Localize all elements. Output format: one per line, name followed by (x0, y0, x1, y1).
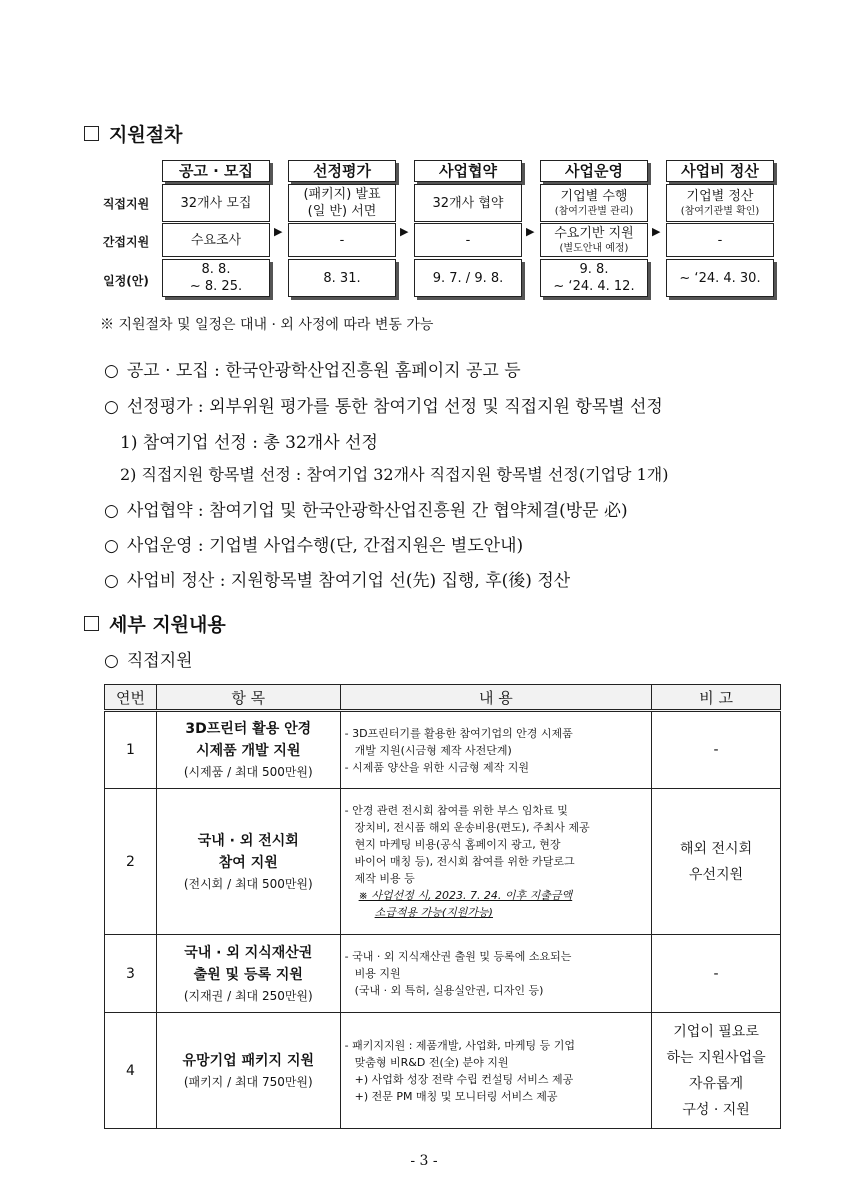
row-number: 3 (105, 935, 157, 1013)
circle-bullet-icon: ○ (104, 536, 119, 556)
remark-cell: 기업이 필요로 하는 지원사업을 자유롭게 구성 · 지원 (652, 1013, 781, 1129)
direct-cell: (패키지) 발표 (일 반) 서면 (288, 184, 396, 222)
schedule-cell: ~ ‘24. 4. 30. (666, 259, 774, 297)
arrow-right-icon: ▶ (274, 225, 283, 238)
indirect-cell: - (414, 223, 522, 257)
direct-cell: 32개사 협약 (414, 184, 522, 222)
arrow-right-icon: ▶ (652, 225, 661, 238)
schedule-cell: 9. 8. ~ ‘24. 4. 12. (540, 259, 648, 297)
bullet-notice: ○ 공고 · 모집 : 한국안광학산업진흥원 홈페이지 공고 등 (104, 361, 521, 381)
content-cell: - 패키지지원 : 제품개발, 사업화, 마케팅 등 기업 맞춤형 비R&D 전(全) 분야 지원 +) 사업화 성장 전략 수립 컨설팅 서비스 제공 +) 전문 PM 매칭 및 모니터링 서비스 제공 (340, 1013, 652, 1129)
indirect-cell: - (288, 223, 396, 257)
direct-cell: 기업별 수행 (참여기관별 관리) (540, 184, 648, 222)
step-header: 공고 · 모집 (162, 160, 270, 182)
circle-bullet-icon: ○ (104, 651, 119, 671)
item-cell: 3D프린터 활용 안경 시제품 개발 지원 (시제품 / 최대 500만원) (156, 711, 340, 789)
direct-cell: 32개사 모집 (162, 184, 270, 222)
section-title-procedure (84, 120, 182, 147)
arrow-right-icon: ▶ (526, 225, 535, 238)
table-header-row (105, 685, 781, 711)
circle-bullet-icon: ○ (104, 501, 119, 521)
step-header: 선정평가 (288, 160, 396, 182)
content-cell: - 국내 · 외 지식재산권 출원 및 등록에 소요되는 비용 지원 (국내 · 외 특허, 실용실안권, 디자인 등) (340, 935, 652, 1013)
schedule-cell: 8. 31. (288, 259, 396, 297)
section-title-text: 지원절차 (109, 124, 183, 146)
table-row (105, 711, 781, 789)
circle-bullet-icon: ○ (104, 361, 119, 381)
page-number: - 3 - (410, 1153, 438, 1169)
row-number: 2 (105, 789, 157, 935)
step-header: 사업비 정산 (666, 160, 774, 182)
circle-bullet-icon: ○ (104, 397, 119, 417)
item-cell: 국내 · 외 지식재산권 출원 및 등록 지원 (지재권 / 최대 250만원) (156, 935, 340, 1013)
remark-cell: - (652, 711, 781, 789)
col-header-no: 연번 (105, 685, 157, 711)
col-header-content: 내 용 (340, 685, 652, 711)
square-bullet-icon (84, 126, 99, 141)
indirect-cell: 수요기반 지원 (별도안내 예정) (540, 223, 648, 257)
bullet-evaluation: ○ 선정평가 : 외부위원 평가를 통한 참여기업 선정 및 직접지원 항목별 선정 (104, 397, 663, 417)
table-row (105, 935, 781, 1013)
content-cell: - 안경 관련 전시회 참여를 위한 부스 임차료 및 장치비, 전시품 해외 운송비용(편도), 주최사 제공 현지 마케팅 비용(공식 홈페이지 광고, 현장 바이어 매칭 등), 전시회 참여를 위한 카달로그 제작 비용 등 ※ 사업선정 시, 2023. 7. 24. 이후 지출금액 소급적용 가능(지원가능) (340, 789, 652, 935)
row-label-direct: 직접지원 (102, 197, 150, 211)
sub-bullet-selection: 1) 참여기업 선정 : 총 32개사 선정 (120, 433, 378, 453)
process-note: ※ 지원절차 및 일정은 대내 · 외 사정에 따라 변동 가능 (100, 317, 434, 333)
step-header: 사업운영 (540, 160, 648, 182)
step-header: 사업협약 (414, 160, 522, 182)
remark-cell: 해외 전시회 우선지원 (652, 789, 781, 935)
retroactive-note: 소급적용 가능(지원가능) (374, 906, 493, 919)
item-cell: 국내 · 외 전시회 참여 지원 (전시회 / 최대 500만원) (156, 789, 340, 935)
direct-cell: 기업별 정산 (참여기관별 확인) (666, 184, 774, 222)
row-number: 4 (105, 1013, 157, 1129)
col-header-item: 항 목 (156, 685, 340, 711)
bullet-settlement: ○ 사업비 정산 : 지원항목별 참여기업 선(先) 집행, 후(後) 정산 (104, 571, 571, 591)
indirect-cell: 수요조사 (162, 223, 270, 257)
support-table (104, 684, 781, 1129)
bullet-operation: ○ 사업운영 : 기업별 사업수행(단, 간접지원은 별도안내) (104, 536, 524, 556)
remark-cell: - (652, 935, 781, 1013)
col-header-remark: 비 고 (652, 685, 781, 711)
subsection-direct: ○ 직접지원 (104, 651, 193, 671)
row-label-indirect: 간접지원 (102, 235, 150, 249)
arrow-right-icon: ▶ (400, 225, 409, 238)
row-number: 1 (105, 711, 157, 789)
table-row (105, 789, 781, 935)
table-row (105, 1013, 781, 1129)
bullet-agreement: ○ 사업협약 : 참여기업 및 한국안광학산업진흥원 간 협약체결(방문 必) (104, 501, 628, 521)
row-label-schedule: 일정(안) (103, 274, 149, 288)
schedule-cell: 8. 8. ~ 8. 25. (162, 259, 270, 297)
section-title-details (84, 610, 226, 637)
item-cell: 유망기업 패키지 지원 (패키지 / 최대 750만원) (156, 1013, 340, 1129)
indirect-cell: - (666, 223, 774, 257)
section-title-text: 세부 지원내용 (109, 614, 226, 636)
circle-bullet-icon: ○ (104, 571, 119, 591)
schedule-cell: 9. 7. / 9. 8. (414, 259, 522, 297)
content-cell: - 3D프린터기를 활용한 참여기업의 안경 시제품 개발 지원(시금형 제작 사전단계) - 시제품 양산을 위한 시금형 제작 지원 (340, 711, 652, 789)
sub-bullet-item-selection: 2) 직접지원 항목별 선정 : 참여기업 32개사 직접지원 항목별 선정(기업당 1개) (120, 465, 669, 484)
retroactive-note: ※ 사업선정 시, 2023. 7. 24. 이후 지출금액 (358, 889, 573, 902)
square-bullet-icon (84, 616, 99, 631)
